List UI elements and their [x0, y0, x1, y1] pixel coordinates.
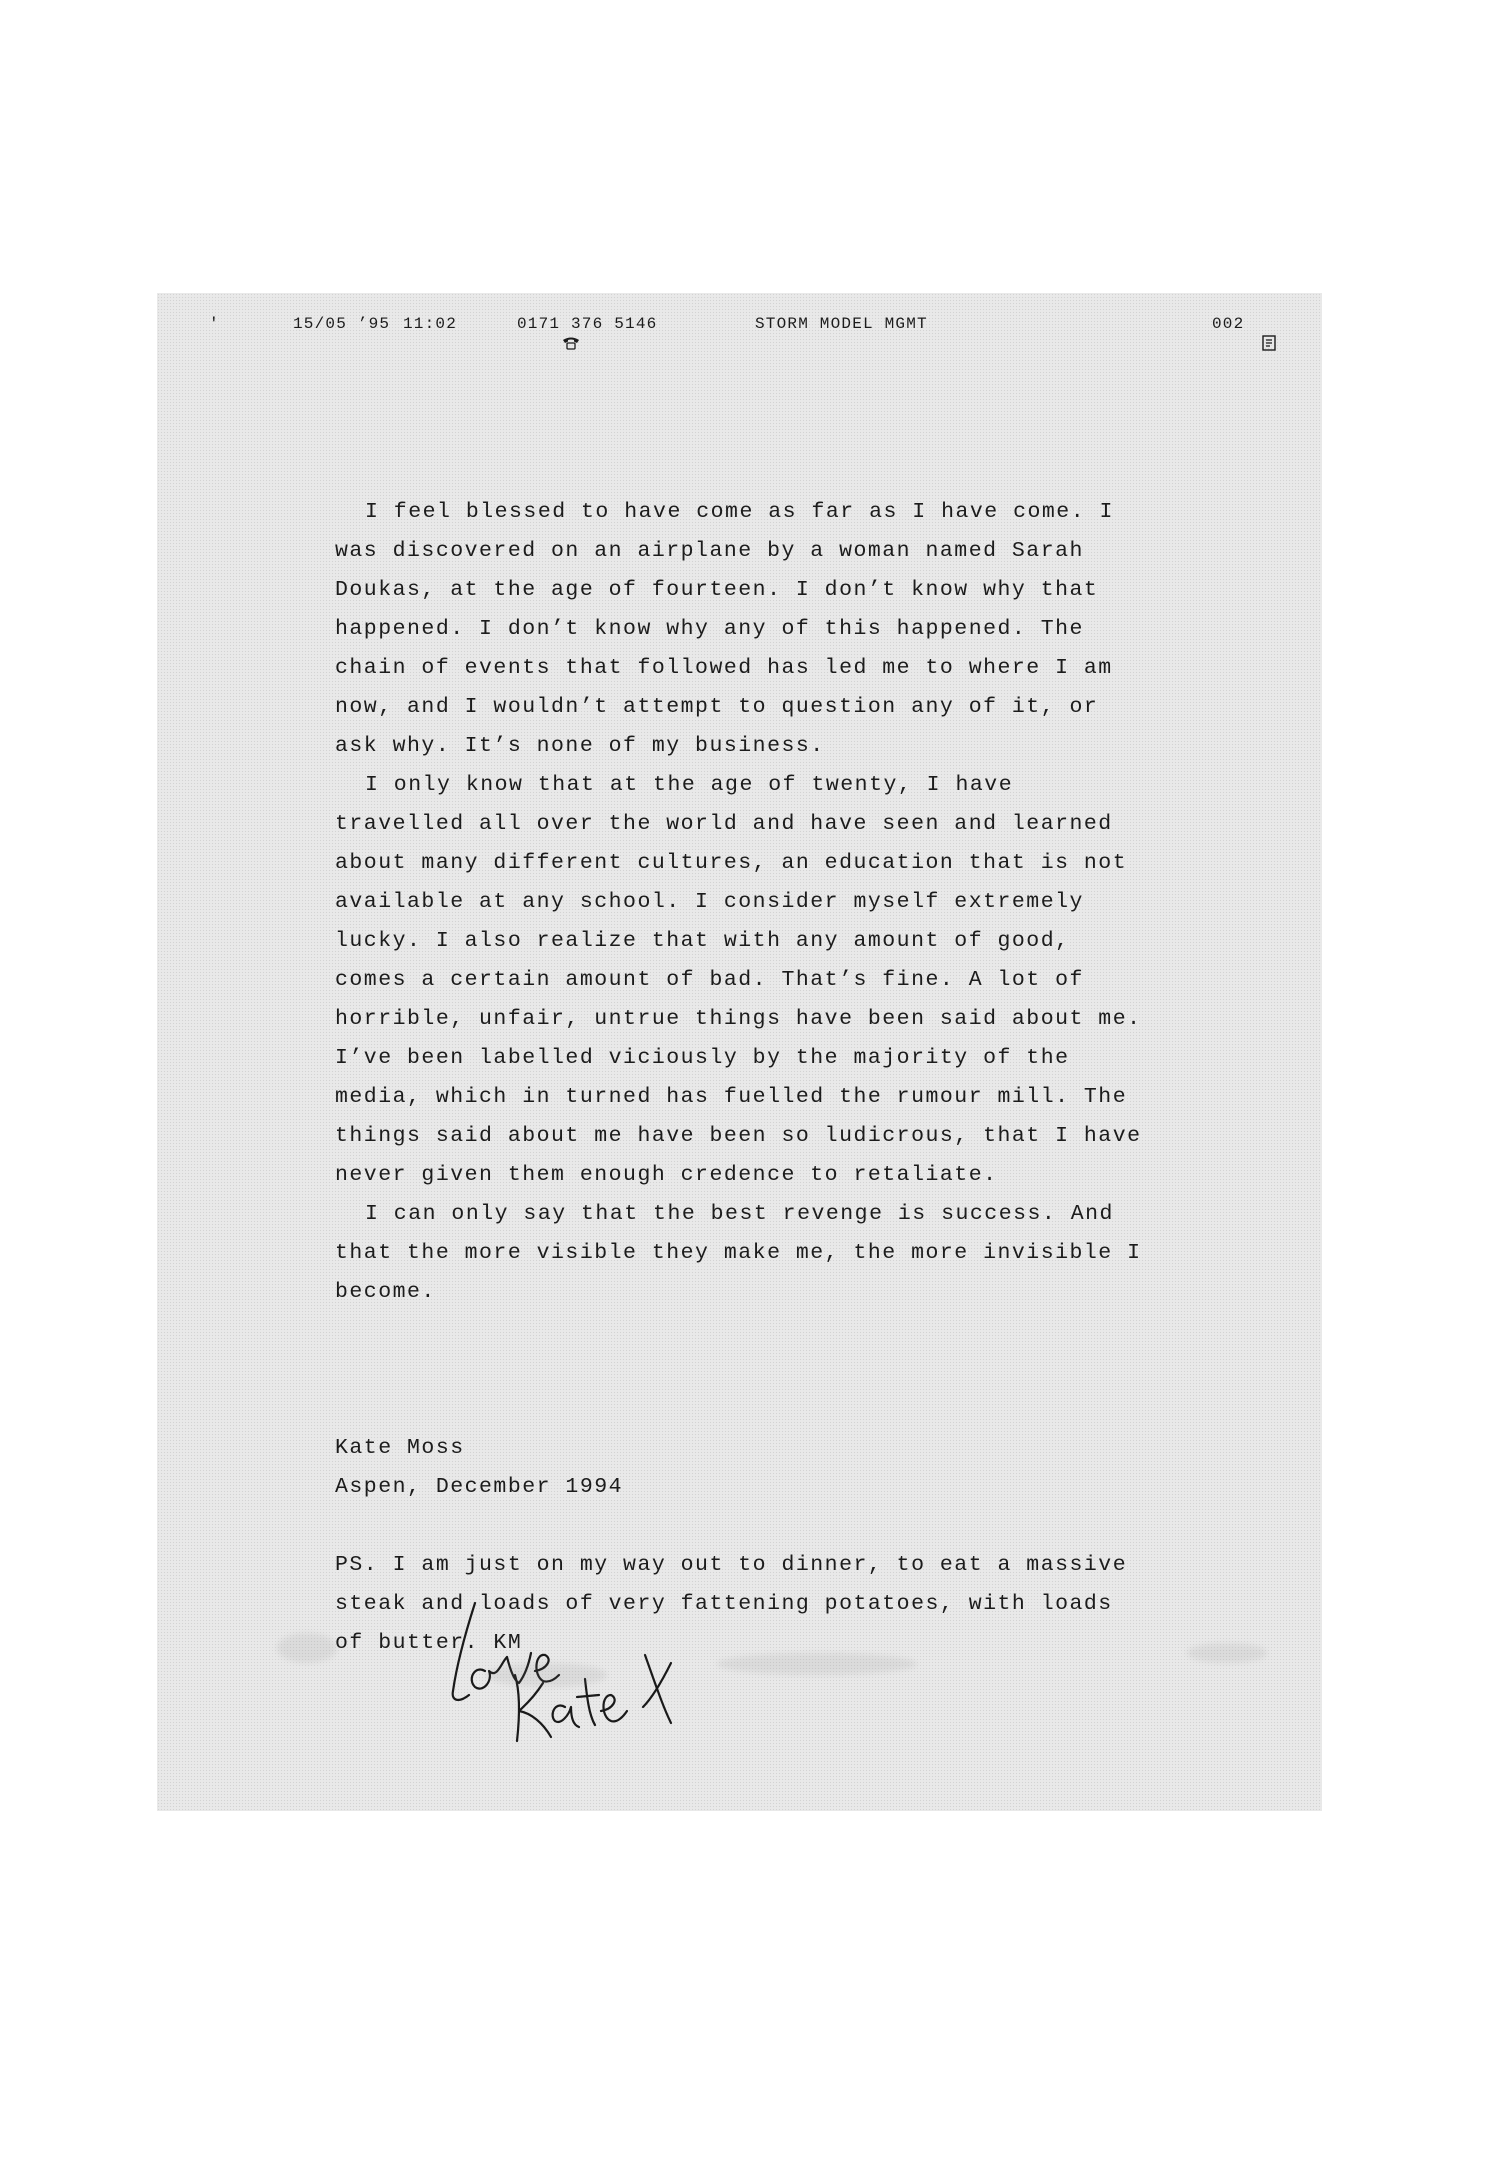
paragraph-1-line: now, and I wouldn’t attempt to question any of it, or [335, 695, 1099, 719]
header-page-number: 002 [1212, 315, 1245, 333]
paragraph-3-line: become. [335, 1280, 436, 1304]
paragraph-1-line: was discovered on an airplane by a woman named Sarah [335, 539, 1084, 563]
header-date: 15/05 ’95 [293, 315, 391, 333]
paragraph-1-line: happened. I don’t know why any of this happened. The [335, 617, 1084, 641]
letter-body [335, 493, 1155, 1663]
blank-line [335, 1312, 1155, 1351]
postscript-line: PS. I am just on my way out to dinner, to eat a massive [335, 1553, 1128, 1577]
blank-line [335, 1390, 1155, 1429]
paragraph-1-line: chain of events that followed has led me to where I am [335, 656, 1113, 680]
paragraph-2-line: things said about me have been so ludicrous, that I have [335, 1124, 1142, 1148]
paragraph-2-line: available at any school. I consider myself extremely [335, 890, 1084, 914]
fax-header [157, 315, 1322, 345]
paragraph-1-line: ask why. It’s none of my business. [335, 734, 825, 758]
paragraph-3-line: I can only say that the best revenge is success. And [365, 1202, 1114, 1226]
paragraph-2-line: about many different cultures, an education that is not [335, 851, 1128, 875]
place-date: Aspen, December 1994 [335, 1475, 624, 1499]
header-time: 11:02 [403, 315, 458, 333]
scan-smudge [277, 1633, 337, 1663]
paragraph-2-line: horrible, unfair, untrue things have been said about me. [335, 1007, 1142, 1031]
scan-smudge [1187, 1643, 1267, 1663]
header-sender: STORM MODEL MGMT [755, 315, 928, 333]
paragraph-2-line: never given them enough credence to retaliate. [335, 1163, 998, 1187]
header-phone: 0171 376 5146 [517, 315, 658, 333]
paragraph-2-line: I only know that at the age of twenty, I have [365, 773, 1014, 797]
header-mark: ' [209, 315, 220, 333]
paragraph-1-line: Doukas, at the age of fourteen. I don’t know why that [335, 578, 1099, 602]
paragraph-2-line: comes a certain amount of bad. That’s fine. A lot of [335, 968, 1084, 992]
fax-sheet [157, 293, 1322, 1811]
postscript-line: of butter. KM [335, 1631, 523, 1655]
paragraph-3-line: that the more visible they make me, the more invisible I [335, 1241, 1142, 1265]
paragraph-2-line: I’ve been labelled viciously by the majority of the [335, 1046, 1070, 1070]
blank-line [335, 1507, 1155, 1546]
paragraph-1-line: I feel blessed to have come as far as I have come. I [365, 500, 1114, 524]
scan-smudge [717, 1653, 917, 1675]
blank-line [335, 1351, 1155, 1390]
postscript-line: steak and loads of very fattening potatoes, with loads [335, 1592, 1113, 1616]
paragraph-2-line: media, which in turned has fuelled the rumour mill. The [335, 1085, 1128, 1109]
author-name: Kate Moss [335, 1436, 465, 1460]
paragraph-2-line: lucky. I also realize that with any amount of good, [335, 929, 1070, 953]
scan-smudge [487, 1663, 607, 1687]
paragraph-2-line: travelled all over the world and have seen and learned [335, 812, 1113, 836]
